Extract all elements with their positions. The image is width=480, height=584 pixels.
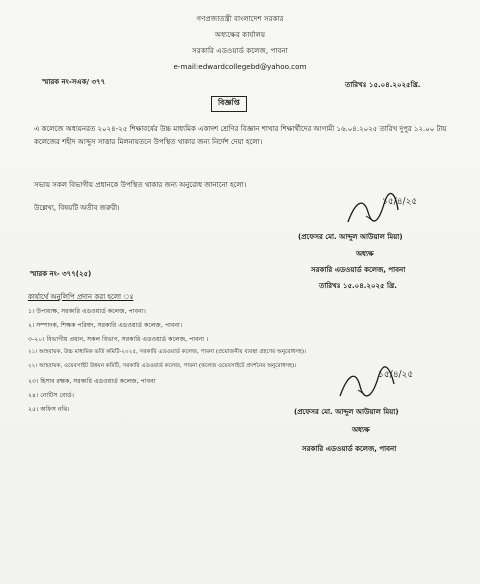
distribution-item: ২১। আহবায়ক, উচ্চ মাধ্যমিক ভর্তি কমিটি-২০২৫, সরকারি এডওয়ার্ড কলেজ, পাবনা (প্রয়োজনীয় ব্যবস্থা গ্রহণের অনুরোধসহ)। [28,349,307,355]
signatory-title-1: অধ্যক্ষ [356,250,374,258]
distribution-item: ৩-২০। বিভাগীয় প্রধান, সকল বিভাগ, সরকারি এডওয়ার্ড কলেজ, পাবনা । [28,336,209,343]
signatory-name-2: (প্রফেসর মো. আব্দুল আউয়াল মিয়া) [294,408,399,416]
distribution-item: ২৩। হিসাব রক্ষক, সরকারি এডওয়ার্ড কলেজ, পাবনা [28,378,156,385]
notice-paragraph-urgent: উল্লেখ্য, বিষয়টি অতীব জরুরী। [34,204,120,212]
signatory-date-1: তারিখঃ ১৫.০৪.২০২৫ খ্রি. [319,282,397,290]
header-college: সরকারি এডওয়ার্ড কলেজ, পাবনা [192,46,288,55]
handwritten-date-1: ১৫/৪/২৫ [382,197,418,207]
distribution-item: ২৫। অফিস নথি। [28,406,70,413]
notice-paragraph-main: এ কলেজে অধ্যয়নরত ২০২৪-২৫ শিক্ষাবর্ষের উচ্চ মাধ্যমিক একাদশ শ্রেণির বিজ্ঞান শাখার শিক্ষার্থীদের আগামী ১৬.০৪.২০২৫ তারিখ দুপুর ১২.০০ টায় কলেজের শহীদ আব্দুস সাত্তার মিলনায়তনে উপস্থিত থাকার জন্য নির্দেশ দেয়া হলো। [34,125,447,146]
signatory-org-1: সরকারি এডওয়ার্ড কলেজ, পাবনা [311,266,406,274]
header-government: গণপ্রজাতন্ত্রী বাংলাদেশ সরকার [196,14,284,23]
signatory-name-1: (প্রফেসর মো. আব্দুল আউয়াল মিয়া) [298,233,403,241]
handwritten-date-2: ১৫/৪/২৫ [378,370,414,380]
header-email: e-mail:edwardcollegebd@yahoo.com [173,62,307,71]
memo-ref: স্মারক নং-সএক/ ৩৭৭ [42,78,106,86]
notice-paragraph-request: সভায় সকল বিভাগীয় প্রধানকে উপস্থিত থাকার জন্য অনুরোধ জানানো হলো। [34,181,247,189]
distribution-item: ২৪। নোটিস বোর্ড। [28,392,74,399]
distribution-heading: কার্যার্থে অনুলিপি প্রদান করা হলো ঃ [28,293,134,301]
memo-ref-2: স্মারক নং- ৩৭৭(২৫) [30,270,92,278]
signatory-title-2: অধ্যক্ষ [352,426,370,434]
notice-title: বিজ্ঞপ্তি [211,96,247,112]
memo-date: তারিখঃ ১৫.০৪.২০২৫খ্রি. [345,81,421,89]
distribution-item: ২। সম্পাদক, শিক্ষক পরিষদ, সরকারি এডওয়ার্ড কলেজ, পাবনা। [28,322,183,329]
distribution-item: ১। উপাধ্যক্ষ, সরকারি এডওয়ার্ড কলেজ, পাবনা। [28,308,146,315]
header-office: অধ্যক্ষের কার্যালয় [214,30,266,39]
signatory-org-2: সরকারি এডওয়ার্ড কলেজ, পাবনা [302,445,397,453]
distribution-item: ২২। আহবায়ক, ওয়েবসাইট উন্নয়ন কমিটি, সরকারি এডওয়ার্ড কলেজ, পাবনা (কলেজ ওয়েবসাইটে প্রদর্শনের অনুরোধসহ)। [28,363,297,369]
